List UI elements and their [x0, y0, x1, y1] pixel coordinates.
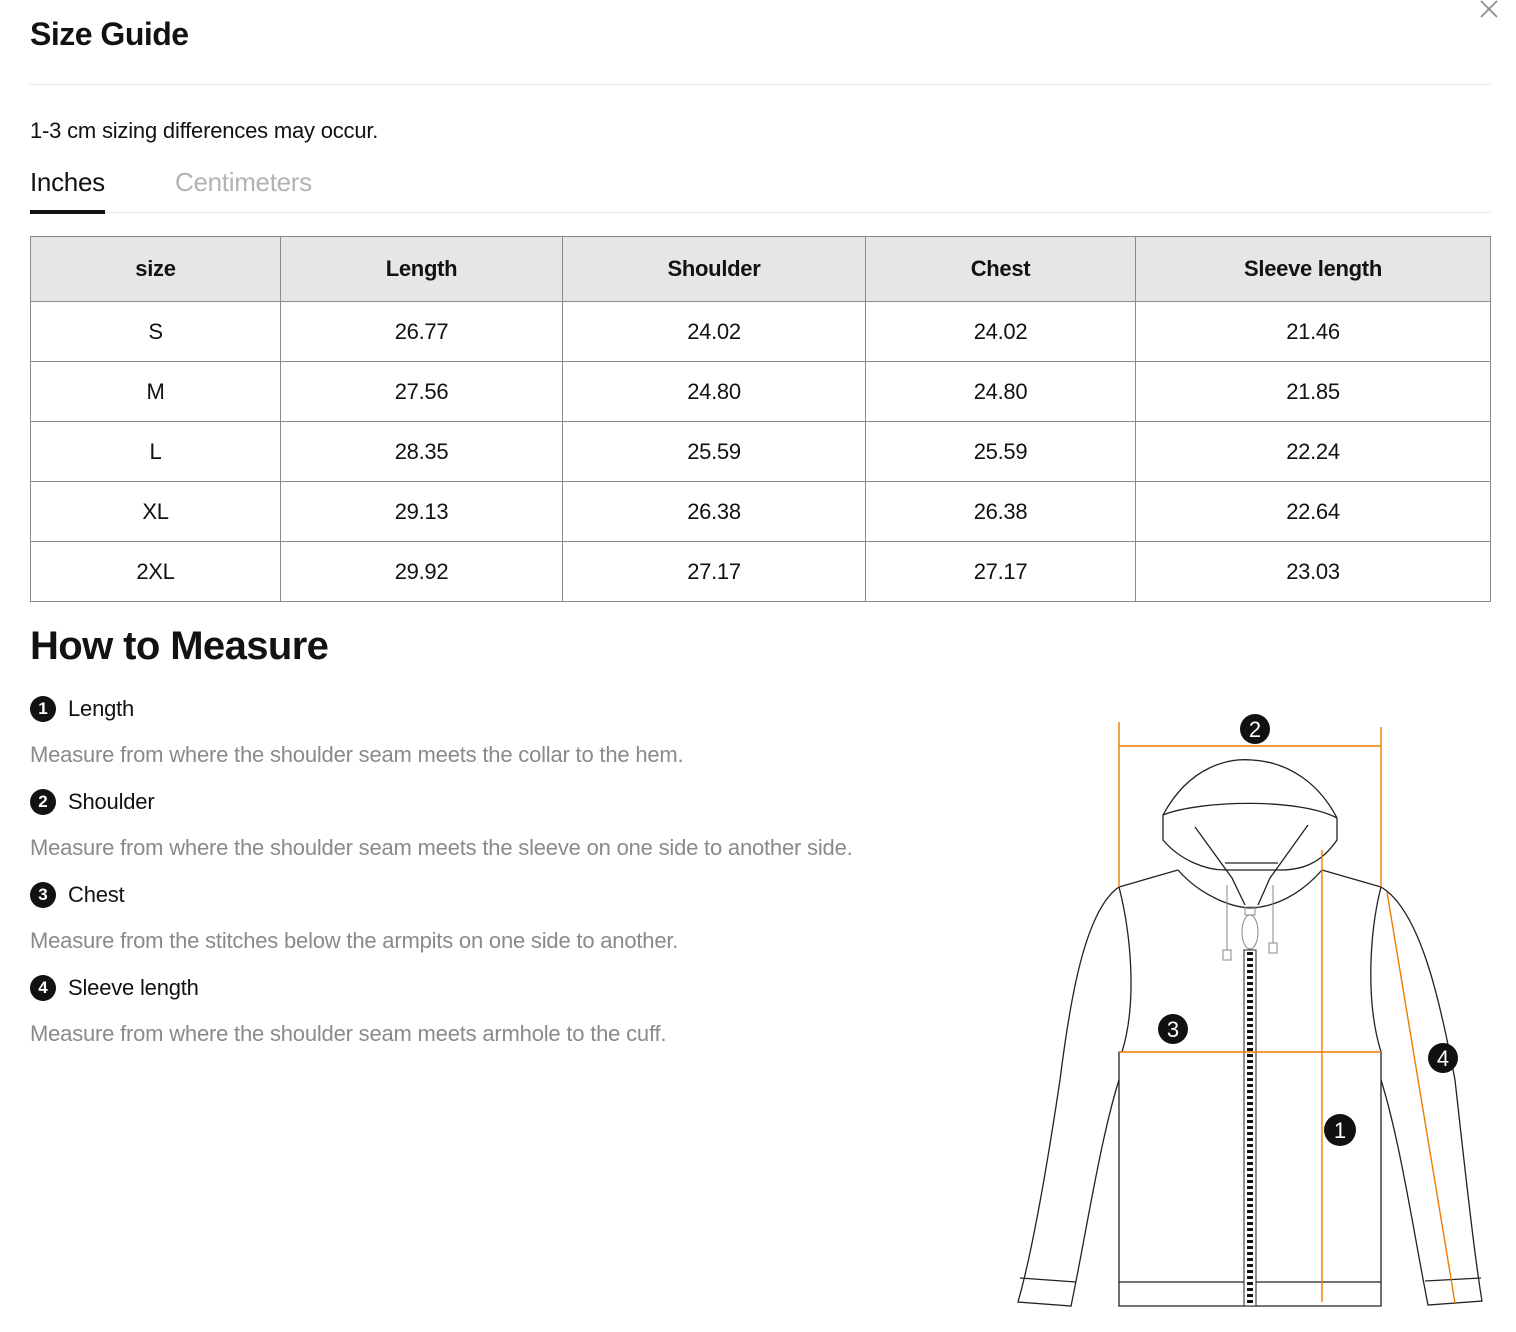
unit-tabs [30, 164, 1490, 213]
header-length: Length [281, 237, 563, 302]
svg-text:4: 4 [1436, 1046, 1450, 1071]
cell-shoulder: 25.59 [563, 422, 866, 482]
cell-size: S [31, 302, 281, 362]
hoodie-measurement-diagram [1000, 700, 1516, 1332]
header-shoulder: Shoulder [563, 237, 866, 302]
close-button[interactable] [1478, 0, 1500, 20]
number-4-badge-icon: 4 [30, 975, 56, 1001]
measure-label: Length [68, 696, 135, 721]
size-table [30, 236, 1491, 602]
cell-chest: 24.02 [866, 302, 1136, 362]
table-row [31, 422, 1491, 482]
how-to-measure-title: How to Measure [30, 624, 329, 668]
cell-sleeve-length: 21.46 [1136, 302, 1491, 362]
measure-instructions [30, 692, 970, 1064]
cell-length: 29.13 [281, 482, 563, 542]
cell-length: 26.77 [281, 302, 563, 362]
cell-sleeve-length: 21.85 [1136, 362, 1491, 422]
number-1-badge-icon: 1 [30, 696, 56, 722]
cell-chest: 24.80 [866, 362, 1136, 422]
measure-label: Shoulder [68, 789, 155, 814]
measure-item-sleeve-length [30, 971, 970, 1064]
cell-sleeve-length: 23.03 [1136, 542, 1491, 602]
cell-shoulder: 26.38 [563, 482, 866, 542]
tab-inches[interactable]: Inches [30, 164, 105, 213]
header-size: size [31, 237, 281, 302]
measure-item-shoulder [30, 785, 970, 878]
table-row [31, 362, 1491, 422]
cell-shoulder: 24.02 [563, 302, 866, 362]
measure-item-chest [30, 878, 970, 971]
cell-chest: 26.38 [866, 482, 1136, 542]
close-icon [1478, 0, 1500, 20]
cell-sleeve-length: 22.64 [1136, 482, 1491, 542]
cell-length: 28.35 [281, 422, 563, 482]
svg-text:3: 3 [1166, 1017, 1180, 1042]
cell-chest: 25.59 [866, 422, 1136, 482]
measure-label: Sleeve length [68, 975, 199, 1000]
cell-length: 27.56 [281, 362, 563, 422]
cell-sleeve-length: 22.24 [1136, 422, 1491, 482]
cell-size: 2XL [31, 542, 281, 602]
cell-size: L [31, 422, 281, 482]
measure-item-length [30, 692, 970, 785]
cell-shoulder: 27.17 [563, 542, 866, 602]
measure-description: Measure from where the shoulder seam meets the sleeve on one side to another side. [30, 835, 853, 860]
header-sleeve-length: Sleeve length [1136, 237, 1491, 302]
table-row [31, 482, 1491, 542]
cell-size: M [31, 362, 281, 422]
modal-title: Size Guide [30, 16, 189, 52]
measure-description: Measure from where the shoulder seam meets the collar to the hem. [30, 742, 684, 767]
number-3-badge-icon: 3 [30, 882, 56, 908]
table-row [31, 302, 1491, 362]
table-row [31, 542, 1491, 602]
table-header-row [31, 237, 1491, 302]
measure-description: Measure from the stitches below the armpits on one side to another. [30, 928, 679, 953]
tab-centimeters[interactable]: Centimeters [175, 167, 312, 197]
sizing-notice: 1-3 cm sizing differences may occur. [30, 118, 379, 143]
title-divider [30, 84, 1490, 85]
measure-description: Measure from where the shoulder seam meets armhole to the cuff. [30, 1021, 667, 1046]
svg-text:1: 1 [1333, 1118, 1347, 1143]
header-chest: Chest [866, 237, 1136, 302]
cell-length: 29.92 [281, 542, 563, 602]
svg-text:2: 2 [1248, 717, 1262, 742]
cell-chest: 27.17 [866, 542, 1136, 602]
number-2-badge-icon: 2 [30, 789, 56, 815]
measure-label: Chest [68, 882, 125, 907]
cell-shoulder: 24.80 [563, 362, 866, 422]
cell-size: XL [31, 482, 281, 542]
hoodie-illustration-icon [1000, 700, 1516, 1332]
